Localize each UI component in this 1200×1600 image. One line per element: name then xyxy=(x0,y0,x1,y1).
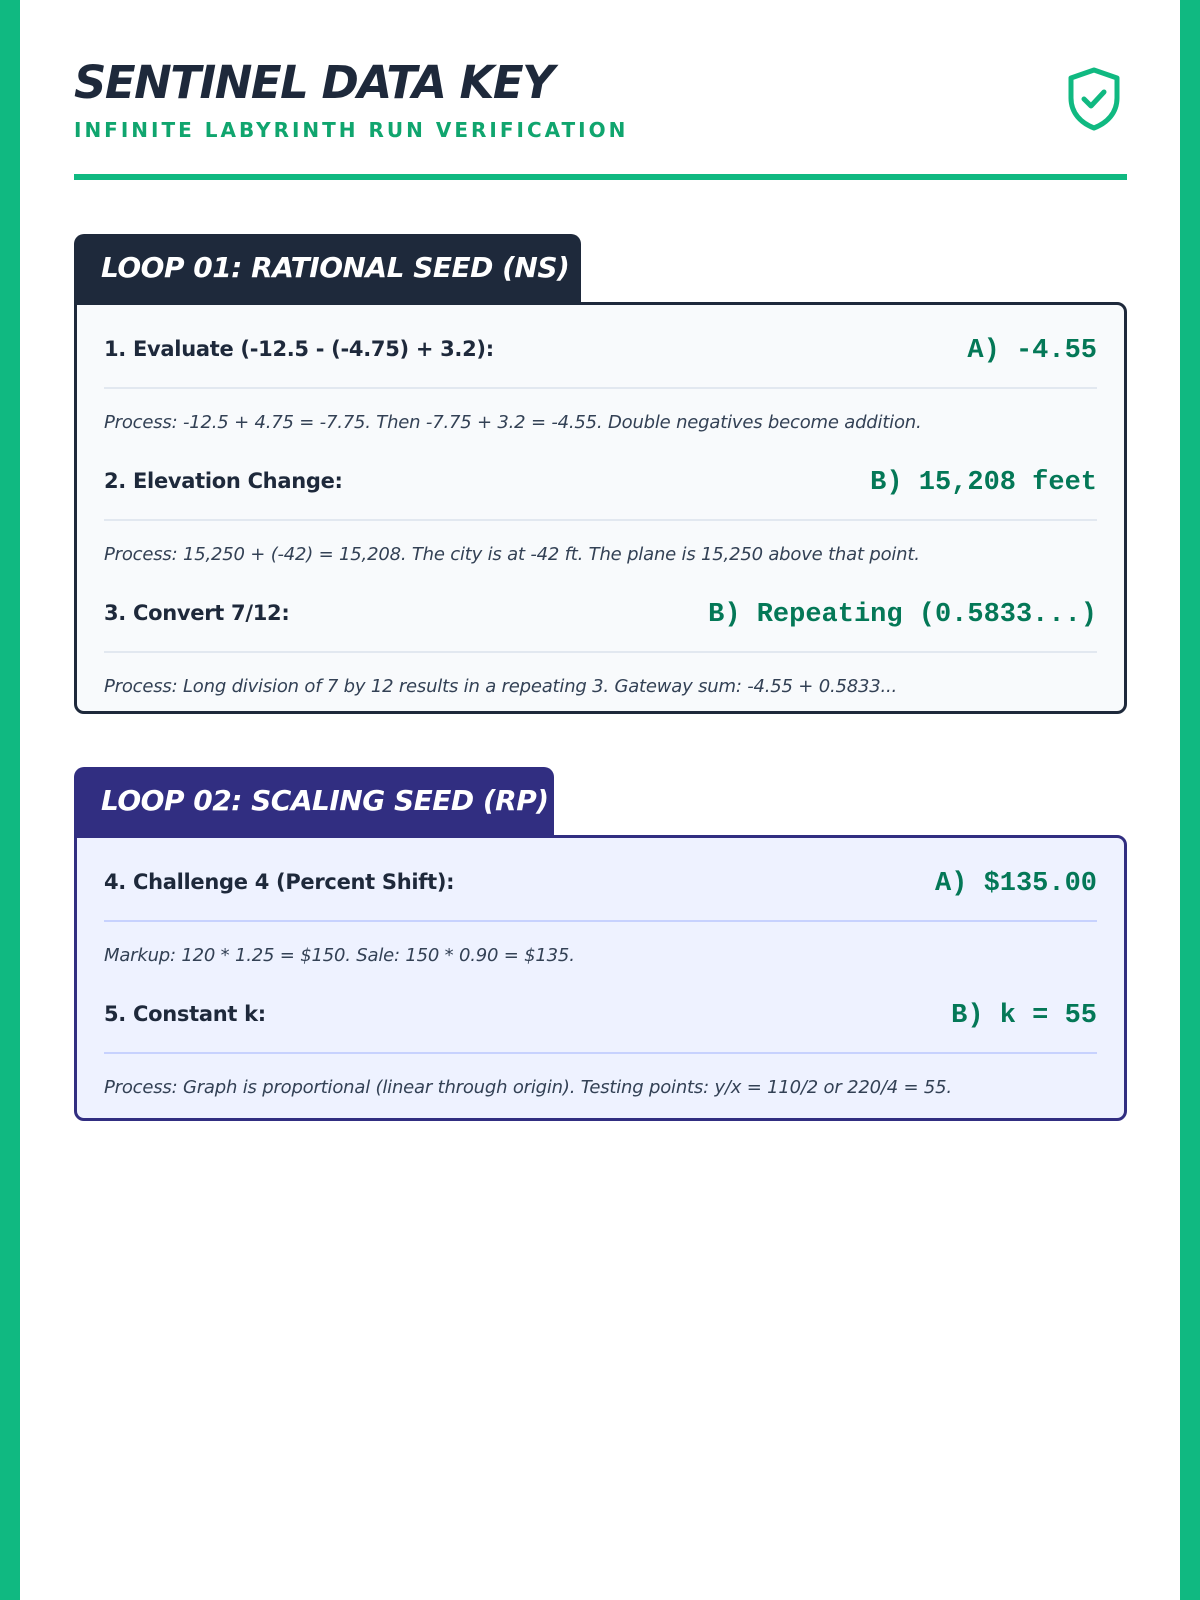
shield-check-icon xyxy=(1066,66,1122,132)
question-row xyxy=(104,852,1097,922)
section-body-loop-01 xyxy=(74,302,1127,714)
section-loop-02 xyxy=(74,767,1127,1121)
question-label: 1. Evaluate (-12.5 - (-4.75) + 3.2): xyxy=(104,337,494,361)
question-process: Markup: 120 * 1.25 = $150. Sale: 150 * 0.90 = $135. xyxy=(104,945,575,966)
question-process: Process: 15,250 + (-42) = 15,208. The city is at -42 ft. The plane is 15,250 above that point. xyxy=(104,544,920,565)
question-process: Process: -12.5 + 4.75 = -7.75. Then -7.75 + 3.2 = -4.55. Double negatives become addition. xyxy=(104,412,922,433)
question-answer: A) $135.00 xyxy=(934,869,1097,899)
question-row xyxy=(104,319,1097,389)
question-process: Process: Long division of 7 by 12 results in a repeating 3. Gateway sum: -4.55 + 0.5833... xyxy=(104,676,898,697)
page-subtitle: INFINITE LABYRINTH RUN VERIFICATION xyxy=(74,118,629,142)
page-title: SENTINEL DATA KEY xyxy=(74,56,554,109)
question-row xyxy=(104,984,1097,1054)
section-tab-loop-01: LOOP 01: RATIONAL SEED (NS) xyxy=(74,234,581,302)
question-answer: B) 15,208 feet xyxy=(870,468,1097,498)
question-row xyxy=(104,583,1097,653)
section-tab-loop-02: LOOP 02: SCALING SEED (RP) xyxy=(74,767,554,835)
left-accent-bar xyxy=(0,0,20,1600)
question-row xyxy=(104,451,1097,521)
header-divider xyxy=(74,174,1127,180)
question-label: 4. Challenge 4 (Percent Shift): xyxy=(104,870,455,894)
section-loop-01 xyxy=(74,234,1127,714)
question-label: 3. Convert 7/12: xyxy=(104,601,290,625)
page-header xyxy=(74,0,1127,180)
question-answer: B) Repeating (0.5833...) xyxy=(708,600,1097,630)
question-process: Process: Graph is proportional (linear through origin). Testing points: y/x = 110/2 or 220/4 = 55. xyxy=(104,1077,952,1098)
question-answer: B) k = 55 xyxy=(951,1001,1097,1031)
answer-key-page xyxy=(74,0,1127,1098)
question-label: 5. Constant k: xyxy=(104,1002,266,1026)
question-answer: A) -4.55 xyxy=(967,336,1097,366)
question-label: 2. Elevation Change: xyxy=(104,469,343,493)
right-accent-bar xyxy=(1180,0,1200,1600)
section-body-loop-02 xyxy=(74,835,1127,1121)
